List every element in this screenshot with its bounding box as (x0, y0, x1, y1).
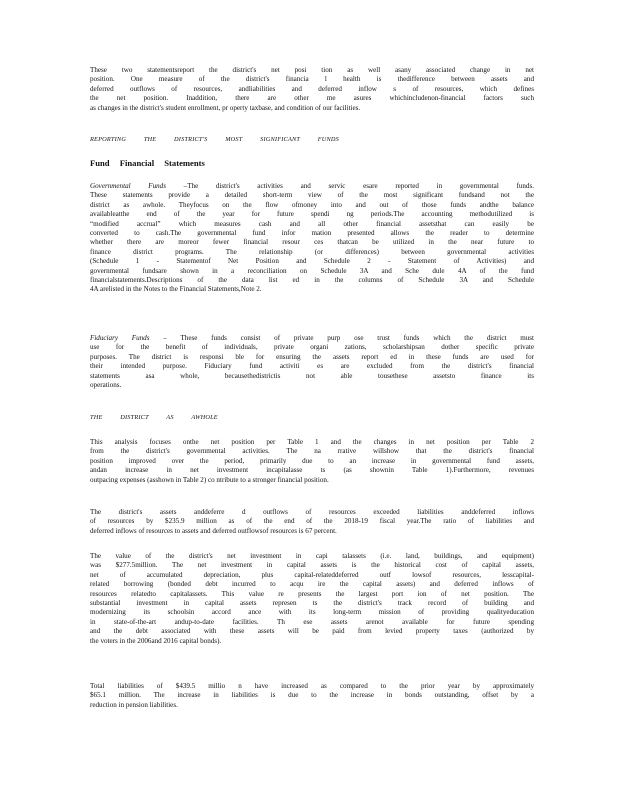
text-line: 4A arelisted in the Notes to the Financial Statements,Note 2. (90, 285, 262, 294)
paragraph-assets (90, 508, 534, 536)
text-line: position improved over the period, primarily due to an increase in governmental fund assets, (90, 456, 534, 465)
text-line: These two statementsreport the district's net posi tion as well asany associated change in net (90, 66, 534, 74)
text-line: statements asa whole, becausethedistrictis not able tousethese assetsto finance its (90, 371, 534, 380)
text-line: deferred outflows of resources, andliabilities and deferred inflow s of resources, which defines (90, 84, 534, 93)
text-line: from the district's governmental activities. The na rrative willshow that the district's financial (90, 447, 534, 456)
text-line-rest: –The district's activities and servic esare reported in governmental funds. (183, 182, 534, 190)
text-line: $65.1 million. The increase in liabilities is due to the increase in bonds outstanding, offset by a (90, 691, 534, 700)
section-title-fund-financial-statements: Fund Financial Statements (90, 158, 205, 168)
text-line: These statements provide a detailed short-term view of the most significant fundsand not the (90, 191, 534, 200)
paragraph-governmental-funds (90, 182, 534, 295)
text-line: resources relatedto capitalassets. This value re presents the largest port ion of net position. The (90, 589, 534, 598)
text-line: district as awhole. Theyfocus on the flow ofmoney into and out of those funds andthe balance (90, 200, 534, 209)
text-line: modernizing its schoolsin accord ance with its long-term mission of providing qualityeducation (90, 608, 534, 617)
text-line: finance district programs. The relationship (or differences) between governmental activities (90, 247, 534, 256)
text-line: and the debt associated with these assets will be paid from levied property taxes (authorized by (90, 627, 534, 636)
text-line: of resources by $235.9 million as of the end of the 2018-19 fiscal year.The ratio of liabilities and (90, 517, 534, 526)
text-line: the net position. Inaddition, there are other me asures whichincludenon-financial factors such (90, 94, 534, 103)
text-line: related borrowing (bonded debt incurred to acqu ire the capital assets) and deferred inflows of (90, 580, 534, 589)
text-line: as changes in the district's student enrollment, pr operty taxbase, and condition of our facilities. (90, 103, 361, 112)
text-line: This analysis focuses onthe net position per Table 1 and the changes in net position per Table 2 (90, 438, 534, 446)
text-line: use for the benefit of individuals, private organi zations, scholarshipsan dother specific private (90, 343, 534, 352)
governmental-funds-lead: Governmental Funds (90, 182, 166, 190)
text-line: Total liabilities of $439.5 millio n have increased as compared to the prior year by approximately (90, 682, 534, 690)
text-line-rest: – These funds consist of private purp ose trust funds which the district must (163, 334, 535, 342)
text-line: financialstatements.Descriptions of the data list ed in the columns of Schedule 3A and Schedule (90, 276, 534, 285)
text-line: operations. (90, 381, 122, 390)
paragraph-analysis (90, 438, 534, 485)
text-line: their intended purpose. Fiduciary fund activiti es are excluded from the district's financial (90, 362, 534, 371)
fiduciary-funds-lead: Fiduciary Funds (90, 334, 150, 342)
text-line: position. One measure of the district's financia l health is thedifference between assets and (90, 75, 534, 84)
text-line: “modified accrual” which measures cash and all other financial assetsthat can easily be (90, 219, 534, 228)
text-line: The value of the district's net investment in capi talassets (i.e. land, buildings, and equipment) (90, 552, 534, 560)
text-line: The district's assets anddeferre d outflows of resources exceeded liabilities anddeferred inflows (90, 508, 534, 516)
text-line: andan increase in net investment incapitalasse ts (as shownin Table 1).Furthermore, revenues (90, 466, 534, 475)
text-line (90, 182, 534, 191)
text-line: availableatthe end of the year for future spendi ng periods.The accounting methodutilized is (90, 210, 534, 219)
paragraph-fiduciary-funds (90, 334, 534, 390)
text-line: converted to cash.The governmental fund infor mation presented allows the reader to determine (90, 229, 534, 238)
text-line: governmental fundsare shown in a reconciliation on Schedule 3A and Sche dule 4A of the fund (90, 266, 534, 275)
section-heading-reporting: REPORTING THE DISTRICT'S MOST SIGNIFICANT FUNDS (90, 136, 340, 143)
text-line: the voters in the 2006and 2016 capital bonds). (90, 636, 222, 645)
paragraph-liabilities (90, 682, 534, 710)
text-line: (Schedule 1 - Statementof Net Position and Schedule 2 - Statement of Activities) and (90, 257, 534, 266)
paragraph-capital-assets (90, 552, 534, 646)
text-line: deferred inflows of resources to assets and deferred outflowsof resources is 67 percent. (90, 526, 337, 535)
text-line: net of accumulated depreciation, plus capital-relateddeferred outf lowsof resources, lesscapital- (90, 570, 534, 579)
text-line: in state-of-the-art andup-to-date facilities. Th ese assets arenot available for future spending (90, 617, 534, 626)
text-line: was $277.5million. The net investment in capital assets is the historical cost of capital assets, (90, 561, 534, 570)
section-heading-district-as-whole: THE DISTRICT AS AWHOLE (90, 414, 218, 421)
text-line: reduction in pension liabilities. (90, 700, 178, 709)
text-line: outpacing expenses (asshown in Table 2) co ntribute to a stronger financial position. (90, 475, 329, 484)
text-line: substantial investment in capital assets represen ts the district's track record of building and (90, 599, 534, 608)
text-line: whether there are moreor fewer financial resour ces thatcan be utilized in the near future to (90, 238, 534, 247)
paragraph-intro (90, 66, 534, 113)
text-line (90, 334, 534, 343)
text-line: purposes. The district is responsi ble for ensuring the assets report ed in these funds are used for (90, 352, 534, 361)
